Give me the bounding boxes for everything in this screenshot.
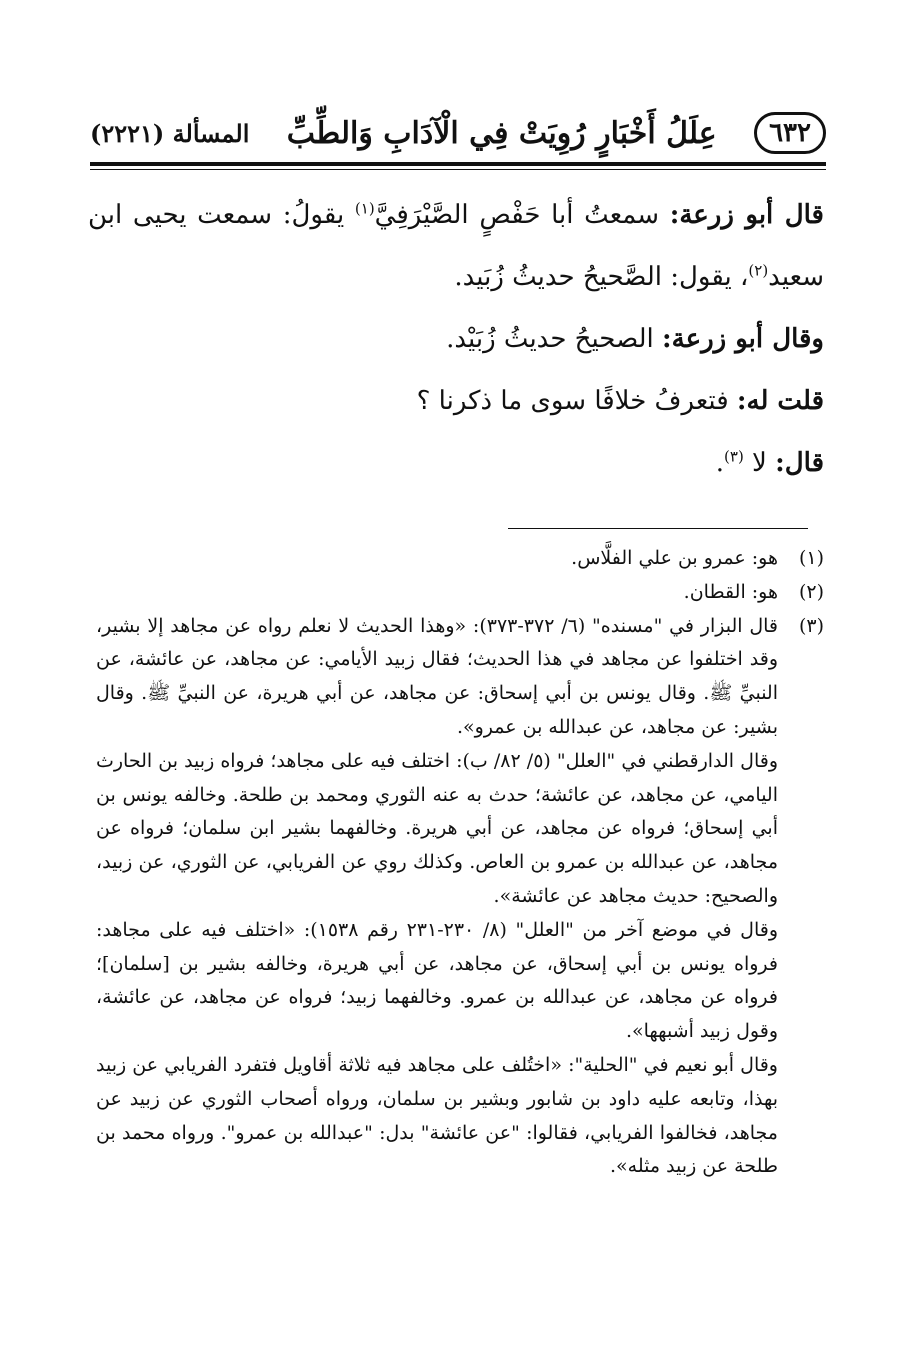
header-rule-thick <box>90 162 826 166</box>
footnote-paragraph: وقال أبو نعيم في "الحلية": «اختُلف على مجاهد فيه ثلاثة أقاويل فتفرد الفريابي عن زبيد بهذا، وتابعه عليه داود بن شابور وبشير بن سلمان، ورواه أصحاب الثوري عن زبيد عن مجاهد، فخالفوا الفريابي، فقالوا: "عن عائشة" بدل: "عبدالله بن عمرو". ورواه محمد بن طلحة عن زبيد مثله». <box>96 1053 778 1178</box>
speaker-label: قال: <box>775 448 824 478</box>
footnote-ref-2: (٢) <box>748 261 769 280</box>
text-segment: يقولُ: سمعت يحيى ابن سعيد <box>88 200 824 292</box>
footnote-ref-3: (٣) <box>724 447 744 466</box>
footnote-1 <box>96 542 824 576</box>
header-rule-thin <box>90 169 826 170</box>
text-segment: فتعرفُ خلافًا سوى ما ذكرنا ؟ <box>416 386 737 416</box>
footnote-paragraph: هو: عمرو بن علي الفلَّاس. <box>571 547 778 569</box>
footnote-number: (١) <box>798 547 824 569</box>
paragraph-2 <box>88 308 824 370</box>
text-segment: . <box>715 448 725 478</box>
footnote-paragraph: وقال في موضع آخر من "العلل" (٨/ ٢٣٠-٢٣١ رقم ١٥٣٨): «اختلف فيه على مجاهد: فرواه يونس بن أبي إسحاق، عن مجاهد، عن أبي هريرة، وخالفه بشير بن [سلمان]؛ فرواه عن مجاهد، عن عبدالله بن عمرو. وخالفهما زبيد؛ فرواه عن مجاهد، عن عائشة، وقول زبيد أشبهها». <box>96 918 779 1043</box>
speaker-label: قلت له: <box>736 386 824 416</box>
paragraph-3 <box>88 370 824 432</box>
book-title: عِلَلُ أَخْبَارٍ رُوِيَتْ فِي الْآدَابِ وَالطِّبِّ <box>286 115 717 151</box>
footnote-ref-1: (١) <box>354 199 375 218</box>
page-number: ٦٣٢ <box>754 112 826 154</box>
footnote-paragraph: هو: القطان. <box>683 580 778 603</box>
footnote-separator <box>508 528 808 529</box>
text-segment: لا <box>743 448 776 478</box>
paragraph-4 <box>88 432 824 494</box>
speaker-label: قال أبو زرعة: <box>669 200 824 230</box>
footnote-paragraph: قال البزار في "مسنده" (٦/ ٣٧٢-٣٧٣): «وهذا الحديث لا نعلم رواه عن مجاهد إلا بشير، وقد اختلفوا عن مجاهد في هذا الحديث؛ فقال زبيد الأيامي: عن مجاهد، عن عائشة، عن النبيِّ ﷺ. وقال يونس بن أبي إسحاق: عن مجاهد، عن أبي هريرة، عن النبيِّ ﷺ. وقال بشير: عن مجاهد، عن عبدالله بن عمرو». <box>96 614 779 738</box>
main-text <box>88 184 824 494</box>
text-segment: سمعتُ أبا حَفْصٍ الصَّيْرَفِيَّ <box>374 200 670 230</box>
footnote-body <box>96 576 778 610</box>
text-segment: الصحيحُ حديثُ زُبَيْد. <box>446 324 663 354</box>
speaker-label: وقال أبو زرعة: <box>662 324 824 354</box>
text-segment: ، يقول: الصَّحيحُ حديثُ زُبَيد. <box>454 262 749 292</box>
footnote-number: (٢) <box>798 580 824 603</box>
footnote-body <box>96 542 778 576</box>
question-number: المسألة (٢٢٢١) <box>90 118 250 148</box>
footnote-paragraph: وقال الدارقطني في "العلل" (٥/ ٨٢/ ب): اختلف فيه على مجاهد؛ فرواه زبيد بن الحارث اليامي، عن مجاهد، عن عائشة؛ حدث به عنه الثوري ومحمد بن طلحة. وخالفه يونس بن أبي إسحاق؛ فرواه عن مجاهد، عن أبي هريرة. وخالفهما بشير ابن سلمان؛ فرواه عن مجاهد، عن عبدالله بن عمرو بن العاص. وكذلك روي عن الفريابي، عن الثوري، عن زبيد، والصحيح: حديث مجاهد عن عائشة». <box>96 749 779 907</box>
footnote-body <box>96 610 778 1185</box>
footnote-3 <box>96 610 824 1185</box>
footnote-number: (٣) <box>798 614 824 637</box>
footnote-2 <box>96 576 824 610</box>
footnotes <box>96 542 824 1184</box>
page-header <box>90 110 826 156</box>
paragraph-1 <box>88 184 824 308</box>
